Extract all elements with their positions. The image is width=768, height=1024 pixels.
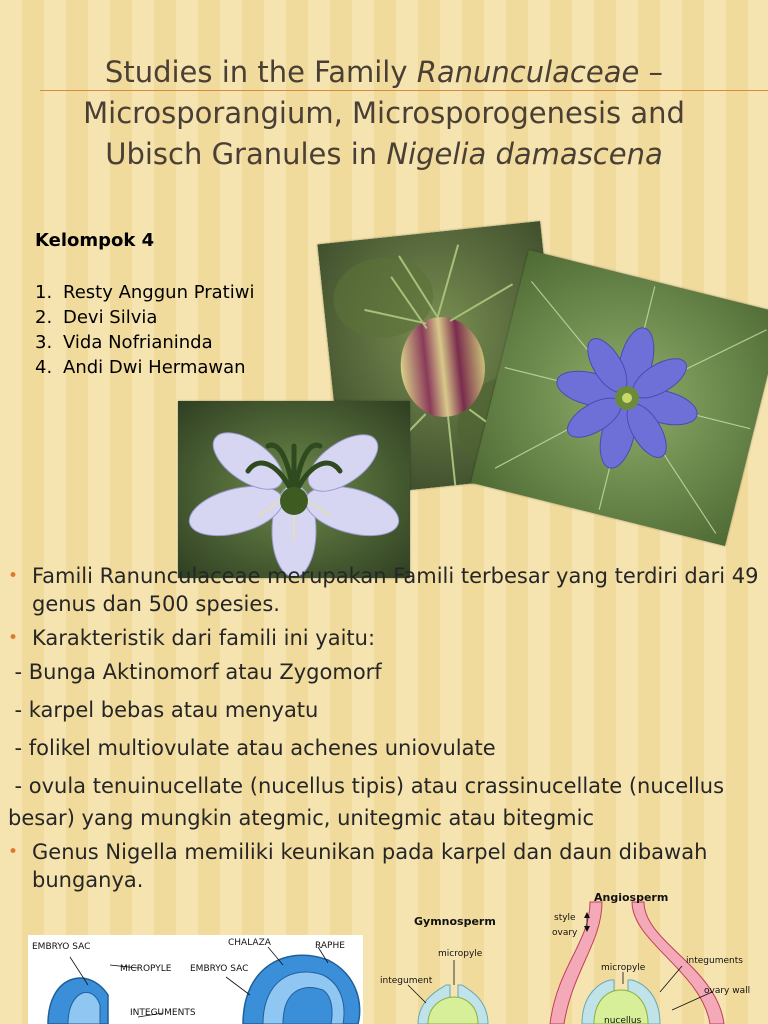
label-gymnosperm: Gymnosperm bbox=[414, 915, 496, 928]
label-nucellus: nucellus bbox=[604, 1016, 642, 1024]
diagram-gymnosperm bbox=[378, 905, 528, 1024]
photo-pale-flower bbox=[178, 401, 410, 578]
title-species: Nigelia damascena bbox=[386, 137, 663, 171]
label-embryo-sac: EMBRYO SAC bbox=[32, 942, 91, 952]
bullet-item: • Genus Nigella memiliki keunikan pada karpel dan daun dibawah bunganya. bbox=[8, 838, 760, 894]
label-style: style bbox=[554, 913, 576, 923]
label-raphe: RAPHE bbox=[315, 941, 345, 951]
member-item: 4. Andi Dwi Hermawan bbox=[35, 357, 246, 378]
dash-item: - folikel multiovulate atau achenes uniovulate bbox=[14, 736, 496, 760]
label-integuments: INTEGUMENTS bbox=[130, 1008, 196, 1018]
slide-title bbox=[30, 52, 738, 175]
slide-body bbox=[8, 562, 760, 894]
bullet-item: • Famili Ranunculaceae merupakan Famili terbesar yang terdiri dari 49 genus dan 500 spesies. bbox=[8, 562, 760, 618]
title-text-2: – Microsporangium, Microsporogenesis and Ubisch Granules in bbox=[83, 55, 685, 171]
label-micropyle: micropyle bbox=[601, 963, 646, 973]
diagram-ovule-section bbox=[28, 935, 363, 1024]
label-embryo-sac-2: EMBRYO SAC bbox=[190, 964, 249, 974]
member-item: 1. Resty Anggun Pratiwi bbox=[35, 282, 255, 303]
member-item: 3. Vida Nofrianinda bbox=[35, 332, 213, 353]
title-divider bbox=[40, 90, 768, 91]
title-family: Ranunculaceae bbox=[416, 55, 640, 89]
label-ovary-wall: ovary wall bbox=[704, 986, 751, 996]
title-text-1: Studies in the Family bbox=[104, 55, 417, 89]
dash-item: - Bunga Aktinomorf atau Zygomorf bbox=[14, 660, 382, 684]
label-angiosperm: Angiosperm bbox=[594, 891, 669, 904]
label-ovary: ovary bbox=[552, 928, 578, 938]
label-micropyle: micropyle bbox=[438, 949, 483, 959]
member-item: 2. Devi Silvia bbox=[35, 307, 158, 328]
group-heading: Kelompok 4 bbox=[35, 230, 155, 251]
group-block bbox=[35, 228, 325, 380]
label-integuments: integuments bbox=[686, 956, 743, 966]
bullet-item: • Karakteristik dari famili ini yaitu: bbox=[8, 624, 760, 652]
label-chalaza: CHALAZA bbox=[228, 938, 271, 948]
dash-item: - ovula tenuinucellate (nucellus tipis) atau crassinucellate (nucellus besar) yang mungkin ategmic, unitegmic atau bitegmic bbox=[8, 774, 725, 830]
dash-item: - karpel bebas atau menyatu bbox=[14, 698, 319, 722]
diagram-angiosperm bbox=[542, 882, 768, 1024]
member-list bbox=[35, 280, 325, 380]
label-integument: integument bbox=[380, 976, 433, 986]
label-micropyle: MICROPYLE bbox=[120, 964, 172, 974]
